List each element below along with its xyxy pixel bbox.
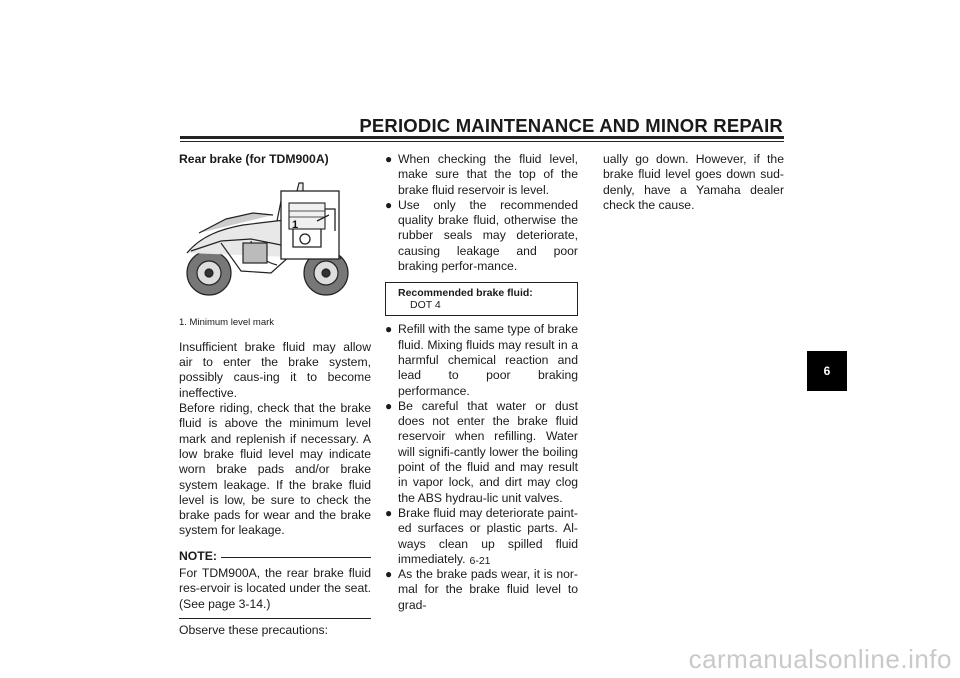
middle-column — [385, 152, 578, 613]
detail-inset — [281, 191, 339, 259]
left-column — [179, 152, 371, 638]
list-item: ● Be careful that water or dust does not enter the brake fluid reservoir when refilling. Water will signifi-cantly lower the boiling point of the fluid and may result in vapor lock, and dirt may clog the ABS hydrau-lic unit valves. — [385, 398, 578, 505]
paragraph-continuation: ually go down. However, if the brake fluid level goes down sud-denly, have a Yamaha dealer check the cause. — [603, 152, 784, 212]
bullet-list-top — [385, 152, 578, 274]
motorcycle-illustration — [181, 181, 351, 309]
chapter-tab: 6 — [807, 351, 847, 391]
list-item: ● As the brake pads wear, it is nor-mal for the brake fluid level to grad- — [385, 567, 578, 612]
note-rule — [221, 557, 371, 558]
paragraph-precautions: Observe these precautions: — [179, 622, 329, 637]
page-title: PERIODIC MAINTENANCE AND MINOR REPAIR — [359, 115, 783, 136]
bullet-icon: ● — [385, 398, 393, 413]
spec-value: DOT 4 — [410, 299, 441, 312]
figure-caption: 1. Minimum level mark — [179, 316, 275, 328]
note-end-rule — [179, 618, 371, 619]
bullet-icon: ● — [385, 152, 393, 166]
page-number: 6-21 — [469, 555, 491, 567]
header-rule — [180, 136, 784, 139]
bullet-icon: ● — [385, 322, 393, 337]
section-title: Rear brake (for TDM900A) — [179, 152, 329, 166]
watermark-text: carmanualsonline.info — [688, 644, 952, 674]
bullet-icon: ● — [385, 567, 393, 582]
list-item: ● When checking the fluid level, make sure that the top of the brake fluid reservoir is level. — [385, 152, 578, 197]
list-item: ● Refill with the same type of brake fluid. Mixing fluids may result in a harmful chemical reaction and lead to poor braking performance. — [385, 322, 578, 398]
paragraph-check-level: Before riding, check that the brake fluid is above the minimum level mark and replenish if necessary. A low brake fluid level may indicate worn brake pads and/or brake system leakage. If the brake fluid level is low, be sure to check the brake pads for wear and the brake system for leakage. — [179, 401, 371, 538]
figure-callout: 1 — [292, 219, 299, 232]
bullet-list-bottom — [385, 322, 578, 613]
note-heading — [179, 549, 371, 564]
spec-label: Recommended brake fluid: — [398, 287, 533, 300]
note-text: For TDM900A, the rear brake fluid res-ervoir is located under the seat. (See page 3-14.) — [179, 566, 371, 611]
bullet-icon: ● — [385, 197, 393, 212]
header-rule-thin — [180, 141, 784, 142]
list-item: ● Use only the recommended quality brake fluid, otherwise the rubber seals may deteriorate, causing leakage and poor braking perfor-mance. — [385, 197, 578, 274]
right-column — [603, 152, 784, 213]
paragraph-air-warning: Insufficient brake fluid may allow air to enter the brake system, possibly caus-ing it to become ineffective. — [179, 339, 371, 400]
list-item: ● Brake fluid may deteriorate paint-ed surfaces or plastic parts. Al-ways clean up spilled fluid immediately. — [385, 505, 578, 566]
note-label: NOTE: — [179, 548, 217, 563]
bullet-icon: ● — [385, 505, 393, 520]
recommended-fluid-box — [385, 282, 578, 316]
